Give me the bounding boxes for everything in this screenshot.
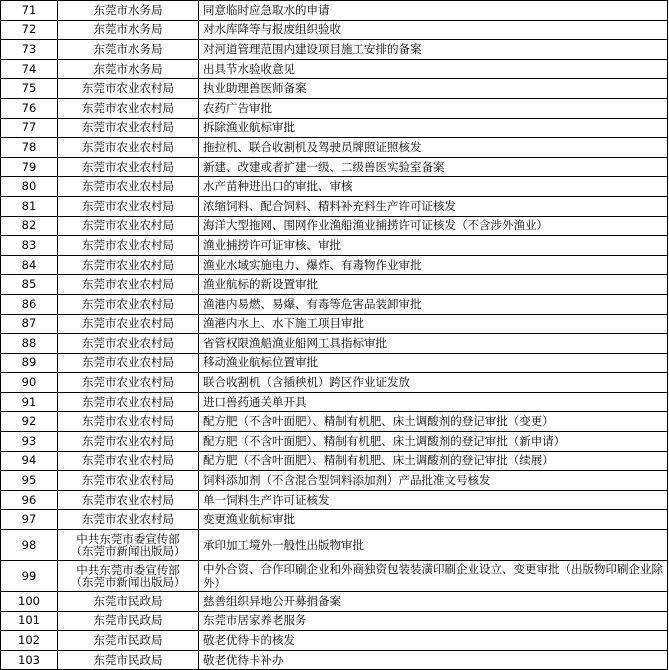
service-item-cell: 联合收割机（含插秧机）跨区作业证发放 <box>199 373 668 393</box>
row-number-cell: 82 <box>1 216 58 236</box>
service-item-cell: 出具节水验收意见 <box>199 59 668 79</box>
row-number-cell: 84 <box>1 255 58 275</box>
table-row <box>1 530 668 561</box>
table-row <box>1 510 668 530</box>
department-cell: 东莞市农业农村局 <box>58 177 199 197</box>
table-row <box>1 392 668 412</box>
table-row <box>1 138 668 158</box>
table-row <box>1 334 668 354</box>
department-cell: 东莞市民政局 <box>58 611 199 631</box>
service-item-cell: 单一饲料生产许可证核发 <box>199 490 668 510</box>
department-cell: 东莞市水务局 <box>58 20 199 40</box>
service-item-cell: 变更渔业航标审批 <box>199 510 668 530</box>
service-item-cell: 配方肥（不含叶面肥）、精制有机肥、床土调酸剂的登记审批（续展） <box>199 451 668 471</box>
row-number-cell: 71 <box>1 1 58 21</box>
row-number-cell: 88 <box>1 334 58 354</box>
department-cell: 东莞市农业农村局 <box>58 373 199 393</box>
table-body <box>1 1 668 670</box>
row-number-cell: 75 <box>1 79 58 99</box>
department-cell: 东莞市水务局 <box>58 59 199 79</box>
row-number-cell: 76 <box>1 98 58 118</box>
row-number-cell: 85 <box>1 275 58 295</box>
row-number-cell: 86 <box>1 294 58 314</box>
table-row <box>1 412 668 432</box>
department-subname-line: （东莞市新闻出版局） <box>70 575 186 590</box>
row-number-cell: 102 <box>1 631 58 651</box>
table-row <box>1 353 668 373</box>
department-cell: 东莞市民政局 <box>58 650 199 670</box>
department-cell: 东莞市水务局 <box>58 40 199 60</box>
department-cell: 东莞市农业农村局 <box>58 471 199 491</box>
service-item-cell: 执业助理兽医师备案 <box>199 79 668 99</box>
department-cell: 东莞市农业农村局 <box>58 157 199 177</box>
department-cell: 东莞市农业农村局 <box>58 98 199 118</box>
row-number-cell: 73 <box>1 40 58 60</box>
department-cell: 东莞市民政局 <box>58 631 199 651</box>
department-cell <box>58 561 199 592</box>
service-item-cell: 新建、改建或者扩建一级、二级兽医实验室备案 <box>199 157 668 177</box>
service-item-cell: 省管权限渔船渔业船网工具指标审批 <box>199 334 668 354</box>
department-cell <box>58 530 199 561</box>
department-cell: 东莞市农业农村局 <box>58 490 199 510</box>
table-row <box>1 255 668 275</box>
service-item-cell: 东莞市居家养老服务 <box>199 611 668 631</box>
service-item-cell: 拆除渔业航标审批 <box>199 118 668 138</box>
row-number-cell: 97 <box>1 510 58 530</box>
table-row <box>1 373 668 393</box>
table-row <box>1 275 668 295</box>
row-number-cell: 81 <box>1 196 58 216</box>
department-name-line: 中共东莞市委宣传部 <box>76 532 180 547</box>
service-item-cell: 渔港内易燃、易爆、有毒等危害品装卸审批 <box>199 294 668 314</box>
service-item-cell: 进口兽药通关单开具 <box>199 392 668 412</box>
department-cell: 东莞市农业农村局 <box>58 79 199 99</box>
department-cell: 东莞市农业农村局 <box>58 236 199 256</box>
row-number-cell: 89 <box>1 353 58 373</box>
service-item-cell: 中外合资、合作印刷企业和外商独资包装装潢印刷企业设立、变更审批（出版物印刷企业除外） <box>199 561 668 592</box>
row-number-cell: 92 <box>1 412 58 432</box>
service-item-cell: 承印加工境外一般性出版物审批 <box>199 530 668 561</box>
department-subname-line: （东莞市新闻出版局） <box>70 544 186 559</box>
service-item-cell: 水产苗种进出口的审批、审核 <box>199 177 668 197</box>
row-number-cell: 79 <box>1 157 58 177</box>
row-number-cell: 90 <box>1 373 58 393</box>
table-row <box>1 177 668 197</box>
row-number-cell: 91 <box>1 392 58 412</box>
department-cell: 东莞市农业农村局 <box>58 314 199 334</box>
row-number-cell: 77 <box>1 118 58 138</box>
department-cell: 东莞市水务局 <box>58 1 199 21</box>
row-number-cell: 95 <box>1 471 58 491</box>
table-row <box>1 451 668 471</box>
service-item-cell: 对水库降等与报废组织验收 <box>199 20 668 40</box>
service-item-cell: 敬老优待卡补办 <box>199 650 668 670</box>
row-number-cell: 83 <box>1 236 58 256</box>
table-row <box>1 216 668 236</box>
service-item-cell: 移动渔业航标位置审批 <box>199 353 668 373</box>
table-row <box>1 20 668 40</box>
department-cell: 东莞市农业农村局 <box>58 392 199 412</box>
row-number-cell: 78 <box>1 138 58 158</box>
service-item-cell: 海洋大型拖网、围网作业渔船渔业捕捞许可证核发（不含涉外渔业） <box>199 216 668 236</box>
row-number-cell: 100 <box>1 592 58 612</box>
department-cell: 东莞市农业农村局 <box>58 334 199 354</box>
service-item-cell: 渔业水域实施电力、爆炸、有毒物作业审批 <box>199 255 668 275</box>
row-number-cell: 87 <box>1 314 58 334</box>
row-number-cell: 96 <box>1 490 58 510</box>
table-row <box>1 40 668 60</box>
table-row <box>1 561 668 592</box>
table-row <box>1 631 668 651</box>
table-row <box>1 490 668 510</box>
table-row <box>1 236 668 256</box>
service-item-cell: 拖拉机、联合收割机及驾驶员牌照证照核发 <box>199 138 668 158</box>
table-row <box>1 157 668 177</box>
department-cell: 东莞市农业农村局 <box>58 196 199 216</box>
table-row <box>1 471 668 491</box>
row-number-cell: 98 <box>1 530 58 561</box>
department-cell: 东莞市民政局 <box>58 592 199 612</box>
table-row <box>1 98 668 118</box>
row-number-cell: 72 <box>1 20 58 40</box>
service-item-cell: 配方肥（不含叶面肥）、精制有机肥、床土调酸剂的登记审批（变更） <box>199 412 668 432</box>
row-number-cell: 99 <box>1 561 58 592</box>
row-number-cell: 103 <box>1 650 58 670</box>
service-item-cell: 对河道管理范围内建设项目施工安排的备案 <box>199 40 668 60</box>
service-item-cell: 渔业捕捞许可证审核、审批 <box>199 236 668 256</box>
service-item-cell: 渔港内水上、水下施工项目审批 <box>199 314 668 334</box>
row-number-cell: 101 <box>1 611 58 631</box>
service-item-cell: 敬老优待卡的核发 <box>199 631 668 651</box>
table-row <box>1 592 668 612</box>
department-cell: 东莞市农业农村局 <box>58 510 199 530</box>
row-number-cell: 93 <box>1 432 58 452</box>
department-cell: 东莞市农业农村局 <box>58 412 199 432</box>
service-item-cell: 配方肥（不含叶面肥）、精制有机肥、床土调酸剂的登记审批（新申请） <box>199 432 668 452</box>
table-row <box>1 59 668 79</box>
department-cell: 东莞市农业农村局 <box>58 216 199 236</box>
service-item-cell: 浓缩饲料、配合饲料、精料补充料生产许可证核发 <box>199 196 668 216</box>
service-item-cell: 农药广告审批 <box>199 98 668 118</box>
department-cell: 东莞市农业农村局 <box>58 353 199 373</box>
table-row <box>1 118 668 138</box>
service-item-cell: 渔业航标的新设置审批 <box>199 275 668 295</box>
table-row <box>1 314 668 334</box>
department-cell: 东莞市农业农村局 <box>58 138 199 158</box>
department-name-line: 中共东莞市委宣传部 <box>76 563 180 578</box>
service-item-cell: 慈善组织异地公开募捐备案 <box>199 592 668 612</box>
table-row <box>1 196 668 216</box>
table-row <box>1 1 668 21</box>
department-cell: 东莞市农业农村局 <box>58 118 199 138</box>
department-cell: 东莞市农业农村局 <box>58 432 199 452</box>
department-cell: 东莞市农业农村局 <box>58 294 199 314</box>
department-cell: 东莞市农业农村局 <box>58 275 199 295</box>
table-row <box>1 294 668 314</box>
department-cell: 东莞市农业农村局 <box>58 255 199 275</box>
row-number-cell: 94 <box>1 451 58 471</box>
table-row <box>1 432 668 452</box>
department-cell: 东莞市农业农村局 <box>58 451 199 471</box>
row-number-cell: 80 <box>1 177 58 197</box>
table-row <box>1 650 668 670</box>
service-item-cell: 同意临时应急取水的申请 <box>199 1 668 21</box>
table-row <box>1 611 668 631</box>
table-row <box>1 79 668 99</box>
row-number-cell: 74 <box>1 59 58 79</box>
service-item-cell: 饲料添加剂（不含混合型饲料添加剂）产品批准文号核发 <box>199 471 668 491</box>
